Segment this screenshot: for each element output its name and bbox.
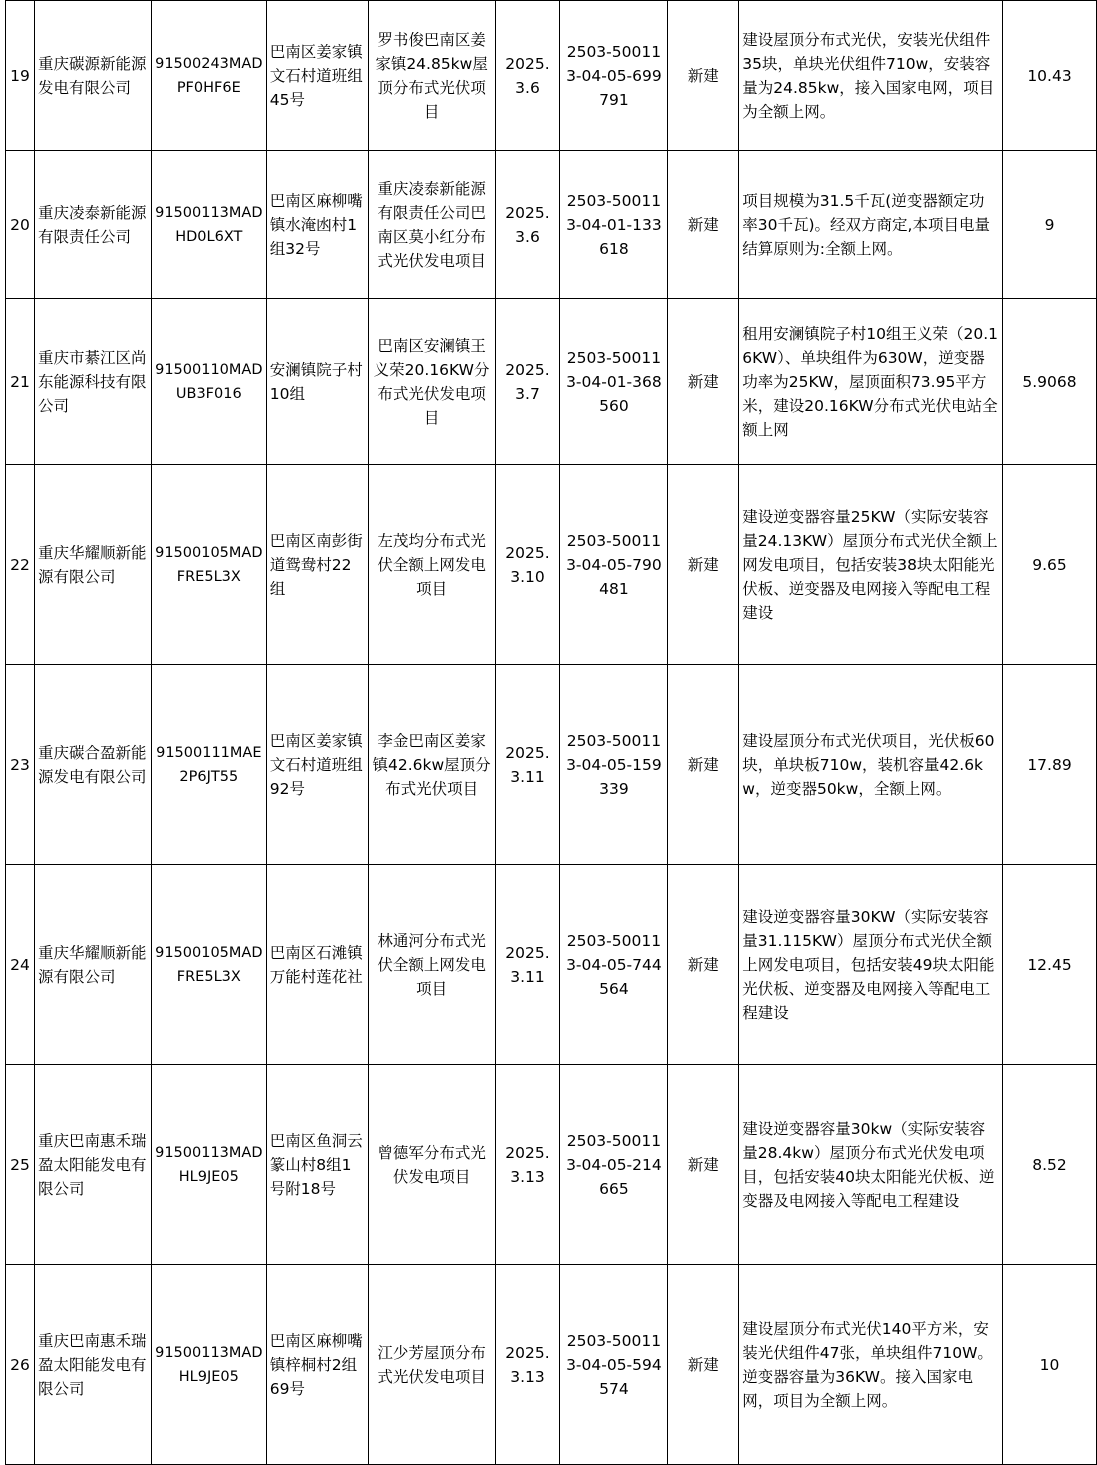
table-row (6, 151, 1097, 299)
credit-code: 91500105MADFRE5L3X (151, 465, 266, 665)
filing-date: 2025.3.10 (495, 465, 560, 665)
project-name: 林通河分布式光伏全额上网发电项目 (368, 865, 495, 1065)
table-row (6, 865, 1097, 1065)
project-name: 重庆凌泰新能源有限责任公司巴南区莫小红分布式光伏发电项目 (368, 151, 495, 299)
row-number: 26 (6, 1265, 35, 1465)
table-row (6, 665, 1097, 865)
registration-code: 2503-500113-04-05-699791 (560, 1, 668, 151)
project-description: 建设逆变器容量25KW（实际安装容量24.13KW）屋顶分布式光伏全额上网发电项目，包括安装38块太阳能光伏板、逆变器及电网接入等配电工程建设 (739, 465, 1003, 665)
project-name: 曾德军分布式光伏发电项目 (368, 1065, 495, 1265)
registration-code: 2503-500113-04-05-594574 (560, 1265, 668, 1465)
row-number: 20 (6, 151, 35, 299)
construction-type: 新建 (668, 151, 739, 299)
credit-code: 91500111MAE2P6JT55 (151, 665, 266, 865)
filing-date: 2025.3.11 (495, 865, 560, 1065)
project-address: 巴南区姜家镇文石村道班组45号 (266, 1, 368, 151)
construction-type: 新建 (668, 1, 739, 151)
construction-type: 新建 (668, 665, 739, 865)
row-number: 19 (6, 1, 35, 151)
registration-code: 2503-500113-04-05-159339 (560, 665, 668, 865)
project-value: 10.43 (1003, 1, 1097, 151)
credit-code: 91500113MADHL9JE05 (151, 1265, 266, 1465)
filing-date: 2025.3.13 (495, 1065, 560, 1265)
project-address: 巴南区鱼洞云篆山村8组1号附18号 (266, 1065, 368, 1265)
project-description: 建设屋顶分布式光伏140平方米，安装光伏组件47张，单块组件710W。逆变器容量为36KW。接入国家电网，项目为全额上网。 (739, 1265, 1003, 1465)
credit-code: 91500110MADUB3F016 (151, 299, 266, 465)
project-value: 12.45 (1003, 865, 1097, 1065)
registration-code: 2503-500113-04-01-133618 (560, 151, 668, 299)
project-name: 李金巴南区姜家镇42.6kw屋顶分布式光伏项目 (368, 665, 495, 865)
project-description: 建设屋顶分布式光伏项目，光伏板60块，单块板710w，装机容量42.6kw，逆变器50kw，全额上网。 (739, 665, 1003, 865)
project-name: 江少芳屋顶分布式光伏发电项目 (368, 1265, 495, 1465)
registration-code: 2503-500113-04-01-368560 (560, 299, 668, 465)
table-row (6, 1065, 1097, 1265)
project-value: 9.65 (1003, 465, 1097, 665)
project-description: 建设屋顶分布式光伏，安装光伏组件35块，单块光伏组件710w，安装容量为24.85kw，接入国家电网，项目为全额上网。 (739, 1, 1003, 151)
registration-code: 2503-500113-04-05-790481 (560, 465, 668, 665)
credit-code: 91500113MADHD0L6XT (151, 151, 266, 299)
filing-date: 2025.3.6 (495, 151, 560, 299)
company-name: 重庆华耀顺新能源有限公司 (34, 465, 151, 665)
project-description: 项目规模为31.5千瓦(逆变器额定功率30千瓦)。经双方商定,本项目电量结算原则为:全额上网。 (739, 151, 1003, 299)
project-description: 建设逆变器容量30kw（实际安装容量28.4kw）屋顶分布式光伏发电项目，包括安装40块太阳能光伏板、逆变器及电网接入等配电工程建设 (739, 1065, 1003, 1265)
registration-code: 2503-500113-04-05-744564 (560, 865, 668, 1065)
filing-date: 2025.3.13 (495, 1265, 560, 1465)
company-name: 重庆华耀顺新能源有限公司 (34, 865, 151, 1065)
credit-code: 91500105MADFRE5L3X (151, 865, 266, 1065)
project-table (5, 0, 1097, 1465)
row-number: 24 (6, 865, 35, 1065)
registration-code: 2503-500113-04-05-214665 (560, 1065, 668, 1265)
project-value: 9 (1003, 151, 1097, 299)
construction-type: 新建 (668, 1265, 739, 1465)
filing-date: 2025.3.6 (495, 1, 560, 151)
row-number: 23 (6, 665, 35, 865)
construction-type: 新建 (668, 299, 739, 465)
project-address: 巴南区石滩镇万能村莲花社 (266, 865, 368, 1065)
company-name: 重庆碳合盈新能源发电有限公司 (34, 665, 151, 865)
company-name: 重庆巴南惠禾瑞盈太阳能发电有限公司 (34, 1065, 151, 1265)
company-name: 重庆凌泰新能源有限责任公司 (34, 151, 151, 299)
company-name: 重庆巴南惠禾瑞盈太阳能发电有限公司 (34, 1265, 151, 1465)
project-value: 10 (1003, 1265, 1097, 1465)
filing-date: 2025.3.11 (495, 665, 560, 865)
company-name: 重庆碳源新能源发电有限公司 (34, 1, 151, 151)
construction-type: 新建 (668, 465, 739, 665)
project-description: 建设逆变器容量30KW（实际安装容量31.115KW）屋顶分布式光伏全额上网发电项目，包括安装49块太阳能光伏板、逆变器及电网接入等配电工程建设 (739, 865, 1003, 1065)
project-address: 巴南区麻柳嘴镇梓桐村2组69号 (266, 1265, 368, 1465)
table-row (6, 299, 1097, 465)
row-number: 21 (6, 299, 35, 465)
project-name: 左茂均分布式光伏全额上网发电项目 (368, 465, 495, 665)
project-description: 租用安澜镇院子村10组王义荣（20.16KW）、单块组件为630W，逆变器功率为25KW，屋顶面积73.95平方米，建设20.16KW分布式光伏电站全额上网 (739, 299, 1003, 465)
project-name: 罗书俊巴南区姜家镇24.85kw屋顶分布式光伏项目 (368, 1, 495, 151)
project-address: 巴南区南彭街道鸳鸯村22组 (266, 465, 368, 665)
project-value: 17.89 (1003, 665, 1097, 865)
table-row (6, 465, 1097, 665)
filing-date: 2025.3.7 (495, 299, 560, 465)
credit-code: 91500243MADPF0HF6E (151, 1, 266, 151)
row-number: 25 (6, 1065, 35, 1265)
project-address: 巴南区麻柳嘴镇水淹凼村1组32号 (266, 151, 368, 299)
project-address: 巴南区姜家镇文石村道班组92号 (266, 665, 368, 865)
row-number: 22 (6, 465, 35, 665)
table-row (6, 1265, 1097, 1465)
company-name: 重庆市綦江区尚东能源科技有限公司 (34, 299, 151, 465)
project-value: 8.52 (1003, 1065, 1097, 1265)
project-value: 5.9068 (1003, 299, 1097, 465)
project-name: 巴南区安澜镇王义荣20.16KW分布式光伏发电项目 (368, 299, 495, 465)
project-address: 安澜镇院子村10组 (266, 299, 368, 465)
credit-code: 91500113MADHL9JE05 (151, 1065, 266, 1265)
construction-type: 新建 (668, 1065, 739, 1265)
construction-type: 新建 (668, 865, 739, 1065)
table-row (6, 1, 1097, 151)
